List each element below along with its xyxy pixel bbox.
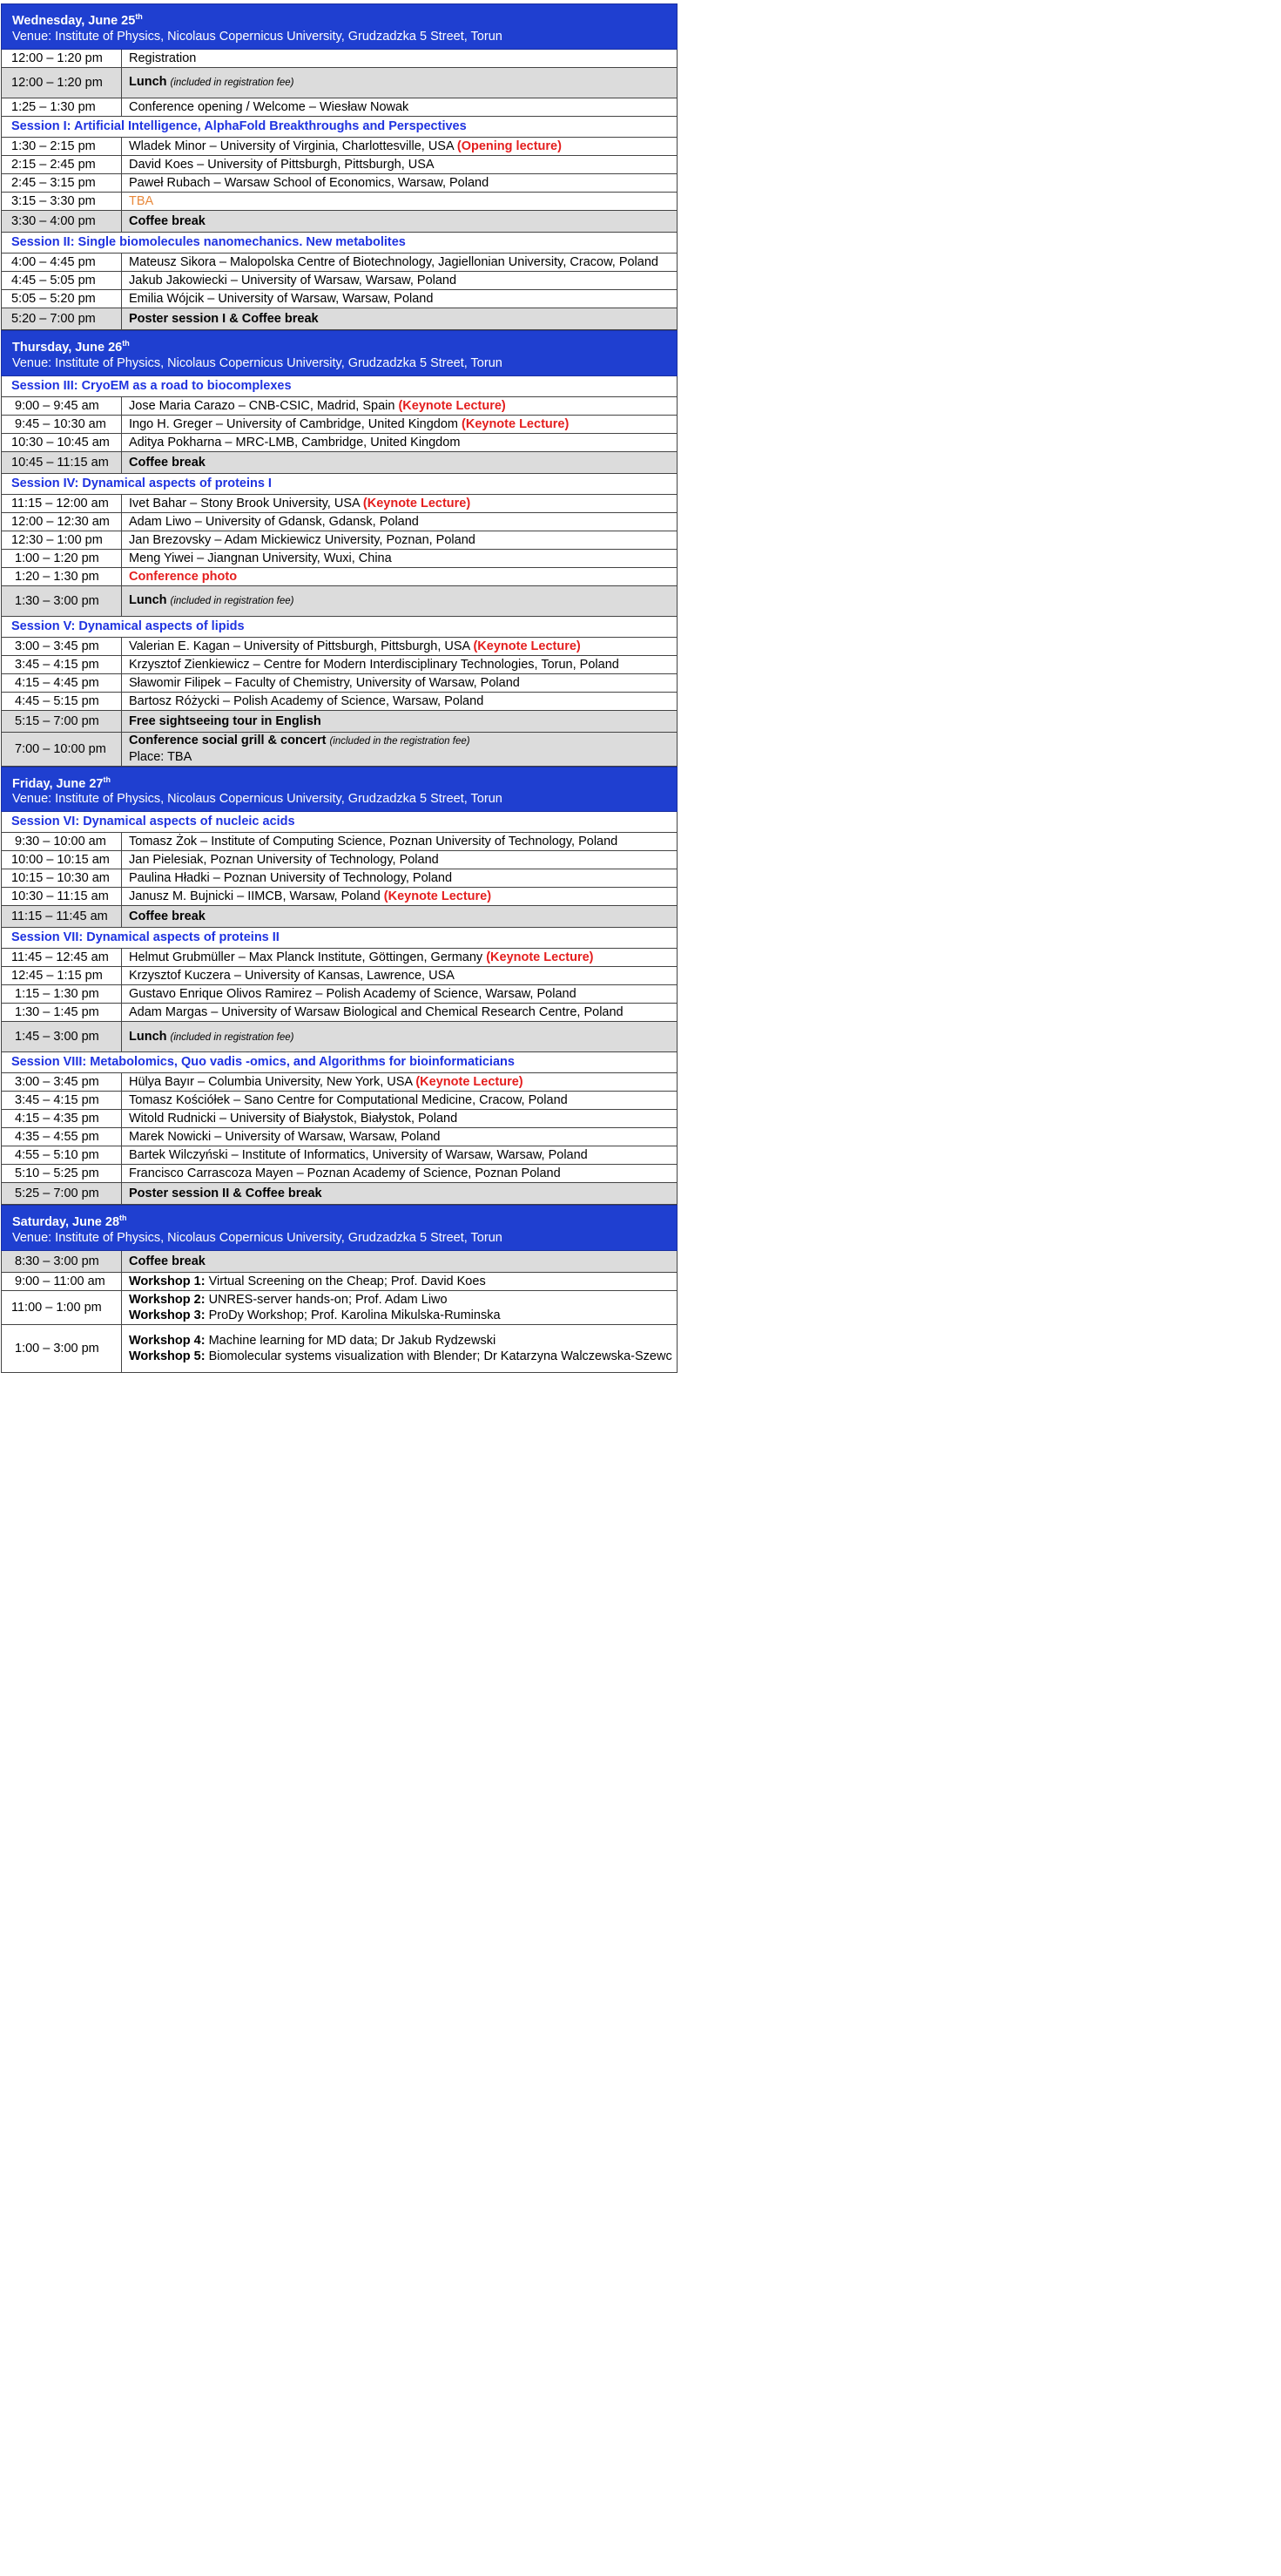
- time-cell: 5:05 – 5:20 pm: [2, 290, 122, 308]
- description-line: [129, 398, 677, 414]
- time-cell: 3:45 – 4:15 pm: [2, 1092, 122, 1109]
- description-line: [129, 675, 677, 691]
- speaker-text: Marek Nowicki – University of Warsaw, Warsaw, Poland: [129, 1130, 441, 1145]
- workshop-text: Machine learning for MD data; Dr Jakub Rydzewski: [205, 1334, 496, 1349]
- description-cell: [122, 513, 677, 531]
- schedule-row: [1, 495, 678, 513]
- schedule-row: [1, 733, 678, 767]
- time-cell: 12:00 – 1:20 pm: [2, 68, 122, 98]
- schedule-row: [1, 906, 678, 928]
- description-cell: [122, 1165, 677, 1182]
- time-cell: 4:15 – 4:35 pm: [2, 1110, 122, 1127]
- fee-note: (included in registration fee): [170, 1031, 294, 1043]
- description-line: [129, 592, 677, 609]
- description-line: [129, 435, 677, 450]
- venue-line: Venue: Institute of Physics, Nicolaus Copernicus University, Grudzadzka 5 Street, Torun: [12, 792, 502, 807]
- day-title: [12, 1210, 668, 1230]
- day-title: [12, 772, 668, 792]
- day-title-suffix: th: [119, 1214, 127, 1223]
- time-cell: 5:25 – 7:00 pm: [2, 1183, 122, 1204]
- time-cell: 5:10 – 5:25 pm: [2, 1165, 122, 1182]
- speaker-text: Paweł Rubach – Warsaw School of Economics, Warsaw, Poland: [129, 175, 489, 190]
- time-cell: 3:00 – 3:45 pm: [2, 1073, 122, 1091]
- description-line: [129, 968, 677, 984]
- description-cell: [122, 1251, 677, 1272]
- speaker-text: Tomasz Żok – Institute of Computing Science, Poznan University of Technology, Poland: [129, 835, 618, 849]
- workshop-text: ProDy Workshop; Prof. Karolina Mikulska-Ruminska: [205, 1308, 501, 1323]
- time-cell: 1:00 – 3:00 pm: [2, 1325, 122, 1372]
- event-title: Free sightseeing tour in English: [129, 713, 321, 728]
- time-cell: 1:30 – 3:00 pm: [2, 586, 122, 616]
- speaker-text: Mateusz Sikora – Malopolska Centre of Biotechnology, Jagiellonian University, Cracow, Poland: [129, 254, 658, 269]
- session-header: Session VII: Dynamical aspects of proteins II: [1, 928, 678, 949]
- description-line: [129, 496, 677, 511]
- workshop-label: Workshop 3:: [129, 1308, 206, 1323]
- description-cell: [122, 211, 677, 232]
- venue-line: Venue: Institute of Physics, Nicolaus Copernicus University, Grudzadzka 5 Street, Torun: [12, 355, 502, 370]
- speaker-text: Valerian E. Kagan – University of Pittsburgh, Pittsburgh, USA: [129, 639, 470, 653]
- description-line: [129, 870, 677, 886]
- description-cell: [122, 949, 677, 966]
- schedule-row: [1, 888, 678, 906]
- workshop-label: Workshop 1:: [129, 1274, 206, 1289]
- schedule-row: [1, 397, 678, 416]
- description-line: [129, 455, 677, 470]
- time-cell: 9:45 – 10:30 am: [2, 416, 122, 433]
- schedule-row: [1, 638, 678, 656]
- schedule-row: [1, 550, 678, 568]
- description-cell: [122, 851, 677, 869]
- time-cell: 5:15 – 7:00 pm: [2, 711, 122, 732]
- description-cell: [122, 531, 677, 549]
- lecture-tag: (Keynote Lecture): [486, 950, 594, 965]
- description-line: [129, 1092, 677, 1108]
- description-line: [129, 693, 677, 709]
- workshop-line: [129, 1274, 677, 1289]
- schedule-row: [1, 1251, 678, 1273]
- description-cell: [122, 495, 677, 512]
- description-cell: [122, 1110, 677, 1127]
- schedule-row: [1, 1073, 678, 1092]
- description-line: [129, 733, 677, 749]
- time-cell: 4:55 – 5:10 pm: [2, 1146, 122, 1164]
- description-cell: [122, 290, 677, 308]
- description-line: [129, 986, 677, 1002]
- description-cell: [122, 138, 677, 155]
- description-line: [129, 1074, 677, 1090]
- event-title: Lunch: [129, 1029, 167, 1044]
- time-cell: 9:00 – 9:45 am: [2, 397, 122, 415]
- time-cell: 9:30 – 10:00 am: [2, 833, 122, 850]
- description-cell: [122, 434, 677, 451]
- schedule-row: [1, 1146, 678, 1165]
- description-cell: [122, 638, 677, 655]
- description-line: [129, 834, 677, 849]
- event-title: Lunch: [129, 75, 167, 90]
- schedule-row: [1, 833, 678, 851]
- description-cell: [122, 397, 677, 415]
- day-header: [1, 1205, 678, 1251]
- schedule-row: [1, 967, 678, 985]
- day-header: [1, 330, 678, 376]
- highlight-text: Conference photo: [129, 569, 238, 584]
- fee-note: (included in registration fee): [170, 596, 294, 607]
- description-line: [129, 193, 677, 209]
- speaker-text: Jan Brezovsky – Adam Mickiewicz University, Poznan, Poland: [129, 532, 475, 547]
- speaker-text: Ingo H. Greger – University of Cambridge, United Kingdom: [129, 416, 458, 431]
- time-cell: 12:00 – 1:20 pm: [2, 50, 122, 67]
- speaker-text: Hülya Bayır – Columbia University, New York, USA: [129, 1075, 413, 1090]
- fee-note: (included in the registration fee): [329, 736, 470, 747]
- description-line: [129, 950, 677, 965]
- speaker-text: Adam Liwo – University of Gdansk, Gdansk, Poland: [129, 514, 419, 529]
- speaker-text: Sławomir Filipek – Faculty of Chemistry, University of Warsaw, Poland: [129, 675, 520, 690]
- speaker-text: Jan Pielesiak, Poznan University of Technology, Poland: [129, 853, 439, 868]
- time-cell: 4:15 – 4:45 pm: [2, 674, 122, 692]
- description-line: [129, 569, 677, 585]
- day-title: [12, 335, 668, 355]
- description-line: [129, 273, 677, 288]
- speaker-text: Bartosz Różycki – Polish Academy of Science, Warsaw, Poland: [129, 693, 484, 708]
- time-cell: 10:45 – 11:15 am: [2, 452, 122, 473]
- schedule-row: [1, 416, 678, 434]
- time-cell: 2:15 – 2:45 pm: [2, 156, 122, 173]
- workshop-label: Workshop 4:: [129, 1334, 206, 1349]
- speaker-text: Bartek Wilczyński – Institute of Informatics, University of Warsaw, Warsaw, Poland: [129, 1148, 588, 1163]
- schedule-row: [1, 1273, 678, 1291]
- time-cell: 11:15 – 12:00 am: [2, 495, 122, 512]
- workshop-line: [129, 1292, 677, 1308]
- session-header: Session VIII: Metabolomics, Quo vadis -omics, and Algorithms for bioinformaticians: [1, 1052, 678, 1073]
- event-title: Coffee break: [129, 909, 206, 924]
- description-cell: [122, 174, 677, 192]
- description-cell: [122, 967, 677, 984]
- description-cell: [122, 452, 677, 473]
- schedule-row: [1, 1092, 678, 1110]
- lecture-tag: (Keynote Lecture): [362, 496, 471, 510]
- lecture-tag: (Keynote Lecture): [383, 889, 492, 904]
- speaker-text: Jakub Jakowiecki – University of Warsaw, Warsaw, Poland: [129, 273, 457, 287]
- schedule-row: [1, 1183, 678, 1205]
- schedule-row: [1, 1325, 678, 1373]
- venue-line: Venue: Institute of Physics, Nicolaus Copernicus University, Grudzadzka 5 Street, Torun: [12, 1231, 502, 1246]
- description-line: [129, 1147, 677, 1163]
- description-line: [129, 532, 677, 548]
- schedule-row: [1, 1165, 678, 1183]
- description-line: [129, 1166, 677, 1181]
- description-line: [129, 139, 677, 154]
- description-cell: [122, 985, 677, 1003]
- description-line: [129, 157, 677, 172]
- time-cell: 7:00 – 10:00 pm: [2, 733, 122, 766]
- speaker-text: Emilia Wójcik – University of Warsaw, Warsaw, Poland: [129, 291, 434, 306]
- time-cell: 1:20 – 1:30 pm: [2, 568, 122, 585]
- speaker-text: Wladek Minor – University of Virginia, Charlottesville, USA: [129, 139, 454, 153]
- speaker-text: Krzysztof Kuczera – University of Kansas, Lawrence, USA: [129, 969, 455, 984]
- time-cell: 11:00 – 1:00 pm: [2, 1291, 122, 1324]
- description-cell: [122, 1128, 677, 1146]
- schedule-row: [1, 711, 678, 733]
- session-header: Session V: Dynamical aspects of lipids: [1, 617, 678, 638]
- venue-line: Venue: Institute of Physics, Nicolaus Copernicus University, Grudzadzka 5 Street, Torun: [12, 29, 502, 44]
- time-cell: 1:30 – 2:15 pm: [2, 138, 122, 155]
- description-cell: [122, 193, 677, 210]
- description-cell: [122, 50, 677, 67]
- description-line: [129, 1111, 677, 1126]
- schedule-row: [1, 290, 678, 308]
- schedule-row: [1, 98, 678, 117]
- time-cell: 1:00 – 1:20 pm: [2, 550, 122, 567]
- workshop-label: Workshop 2:: [129, 1293, 206, 1308]
- time-cell: 4:00 – 4:45 pm: [2, 254, 122, 271]
- description-cell: [122, 308, 677, 329]
- description-cell: [122, 1092, 677, 1109]
- lecture-tag: (Keynote Lecture): [398, 398, 506, 413]
- schedule-row: [1, 693, 678, 711]
- description-line: [129, 551, 677, 566]
- description-cell: [122, 906, 677, 927]
- description-line: [129, 99, 677, 115]
- event-title: Coffee break: [129, 455, 206, 470]
- workshop-line: [129, 1333, 677, 1349]
- session-header: Session VI: Dynamical aspects of nucleic acids: [1, 812, 678, 833]
- session-header: Session III: CryoEM as a road to biocomplexes: [1, 376, 678, 397]
- time-cell: 9:00 – 11:00 am: [2, 1273, 122, 1290]
- description-line: [129, 852, 677, 868]
- description-cell: [122, 888, 677, 905]
- workshop-line: [129, 1349, 677, 1364]
- day-title-suffix: th: [135, 12, 143, 21]
- description-line: [129, 713, 677, 729]
- speaker-text: Meng Yiwei – Jiangnan University, Wuxi, China: [129, 551, 392, 565]
- schedule-row: [1, 452, 678, 474]
- schedule-row: [1, 211, 678, 233]
- time-cell: 2:45 – 3:15 pm: [2, 174, 122, 192]
- schedule-row: [1, 272, 678, 290]
- speaker-text: Janusz M. Bujnicki – IIMCB, Warsaw, Poland: [129, 889, 381, 904]
- description-cell: [122, 1146, 677, 1164]
- workshop-text: Virtual Screening on the Cheap; Prof. David Koes: [205, 1274, 486, 1289]
- event-title: Coffee break: [129, 1254, 206, 1269]
- description-cell: [122, 833, 677, 850]
- schedule-row: [1, 1291, 678, 1325]
- time-cell: 12:30 – 1:00 pm: [2, 531, 122, 549]
- schedule-row: [1, 1004, 678, 1022]
- description-cell: [122, 1073, 677, 1091]
- schedule-row: [1, 254, 678, 272]
- day-title-text: Friday, June 27: [12, 776, 104, 791]
- event-title: Lunch: [129, 593, 167, 608]
- description-cell: [122, 656, 677, 673]
- schedule-row: [1, 531, 678, 550]
- description-line: [129, 889, 677, 904]
- workshop-text: Biomolecular systems visualization with Blender; Dr Katarzyna Walczewska-Szewc: [205, 1349, 672, 1364]
- workshop-line: [129, 1308, 677, 1323]
- description-cell: [122, 674, 677, 692]
- schedule-row: [1, 1022, 678, 1052]
- description-cell: [122, 550, 677, 567]
- time-cell: 12:45 – 1:15 pm: [2, 967, 122, 984]
- speaker-text: Aditya Pokharna – MRC-LMB, Cambridge, United Kingdom: [129, 435, 461, 450]
- description-line: [129, 639, 677, 654]
- schedule-row: [1, 949, 678, 967]
- session-header: Session II: Single biomolecules nanomechanics. New metabolites: [1, 233, 678, 254]
- schedule-row: [1, 568, 678, 586]
- description-cell: [122, 711, 677, 732]
- time-cell: 1:45 – 3:00 pm: [2, 1022, 122, 1051]
- description-line: [129, 74, 677, 91]
- description-cell: [122, 586, 677, 616]
- time-cell: 4:45 – 5:05 pm: [2, 272, 122, 289]
- time-cell: 8:30 – 3:00 pm: [2, 1251, 122, 1272]
- description-line: [129, 311, 677, 327]
- conference-schedule: [1, 3, 678, 1373]
- speaker-text: Paulina Hładki – Poznan University of Technology, Poland: [129, 871, 453, 886]
- event-title: Poster session I & Coffee break: [129, 311, 319, 326]
- schedule-row: [1, 156, 678, 174]
- day-title-text: Thursday, June 26: [12, 340, 123, 355]
- time-cell: 1:30 – 1:45 pm: [2, 1004, 122, 1021]
- time-cell: 12:00 – 12:30 am: [2, 513, 122, 531]
- schedule-row: [1, 869, 678, 888]
- description-cell: [122, 1325, 677, 1372]
- day-title-text: Wednesday, June 25: [12, 13, 136, 28]
- day-header: [1, 767, 678, 813]
- schedule-row: [1, 68, 678, 98]
- tba-text: TBA: [129, 193, 154, 208]
- description-line: [129, 657, 677, 673]
- description-cell: [122, 733, 677, 766]
- time-cell: 3:15 – 3:30 pm: [2, 193, 122, 210]
- speaker-text: Gustavo Enrique Olivos Ramirez – Polish Academy of Science, Warsaw, Poland: [129, 987, 576, 1002]
- schedule-row: [1, 193, 678, 211]
- description-cell: [122, 254, 677, 271]
- description-line: [129, 416, 677, 432]
- description-cell: [122, 693, 677, 710]
- description-cell: [122, 272, 677, 289]
- day-title-text: Saturday, June 28: [12, 1215, 120, 1230]
- description-line: [129, 1254, 677, 1269]
- event-title: Coffee break: [129, 213, 206, 228]
- description-cell: [122, 98, 677, 116]
- day-title: [12, 9, 668, 29]
- speaker-text: Jose Maria Carazo – CNB-CSIC, Madrid, Spain: [129, 398, 395, 413]
- schedule-row: [1, 434, 678, 452]
- speaker-text: Tomasz Kościółek – Sano Centre for Computational Medicine, Cracow, Poland: [129, 1093, 568, 1108]
- day-header: [1, 3, 678, 50]
- time-cell: 3:00 – 3:45 pm: [2, 638, 122, 655]
- time-cell: 11:45 – 12:45 am: [2, 949, 122, 966]
- description-line: [129, 514, 677, 530]
- description-cell: [122, 1022, 677, 1051]
- description-cell: [122, 1183, 677, 1204]
- time-cell: 5:20 – 7:00 pm: [2, 308, 122, 329]
- description-cell: [122, 68, 677, 98]
- time-cell: 4:35 – 4:55 pm: [2, 1128, 122, 1146]
- fee-note: (included in registration fee): [170, 78, 294, 89]
- speaker-text: Conference opening / Welcome – Wiesław Nowak: [129, 99, 409, 114]
- time-cell: 11:15 – 11:45 am: [2, 906, 122, 927]
- session-header: Session IV: Dynamical aspects of proteins I: [1, 474, 678, 495]
- description-line: [129, 51, 677, 66]
- schedule-row: [1, 656, 678, 674]
- speaker-text: Adam Margas – University of Warsaw Biological and Chemical Research Centre, Poland: [129, 1005, 624, 1020]
- lecture-tag: (Keynote Lecture): [415, 1075, 523, 1090]
- workshop-label: Workshop 5:: [129, 1349, 206, 1364]
- day-title-suffix: th: [103, 774, 111, 784]
- time-cell: 10:00 – 10:15 am: [2, 851, 122, 869]
- workshop-text: UNRES-server hands-on; Prof. Adam Liwo: [205, 1293, 448, 1308]
- description-line: [129, 213, 677, 229]
- schedule-row: [1, 513, 678, 531]
- description-line: [129, 1004, 677, 1020]
- time-cell: 3:45 – 4:15 pm: [2, 656, 122, 673]
- schedule-row: [1, 308, 678, 330]
- description-line: [129, 254, 677, 270]
- lecture-tag: (Keynote Lecture): [462, 416, 570, 431]
- schedule-row: [1, 586, 678, 617]
- speaker-text: Francisco Carrascoza Mayen – Poznan Academy of Science, Poznan Poland: [129, 1166, 561, 1181]
- description-line: [129, 1186, 677, 1201]
- speaker-text: Ivet Bahar – Stony Brook University, USA: [129, 496, 360, 510]
- place-line: Place: TBA: [129, 750, 192, 765]
- time-cell: 10:30 – 11:15 am: [2, 888, 122, 905]
- time-cell: 1:15 – 1:30 pm: [2, 985, 122, 1003]
- speaker-text: Helmut Grubmüller – Max Planck Institute, Göttingen, Germany: [129, 950, 483, 965]
- day-title-suffix: th: [122, 338, 130, 348]
- description-cell: [122, 416, 677, 433]
- schedule-row: [1, 985, 678, 1004]
- schedule-row: [1, 174, 678, 193]
- speaker-text: Krzysztof Zienkiewicz – Centre for Modern Interdisciplinary Technologies, Torun, Poland: [129, 657, 619, 672]
- description-cell: [122, 156, 677, 173]
- description-line: [129, 291, 677, 307]
- speaker-text: Witold Rudnicki – University of Białystok, Białystok, Poland: [129, 1112, 458, 1126]
- description-cell: [122, 1273, 677, 1290]
- description-cell: [122, 1004, 677, 1021]
- description-line: [129, 175, 677, 191]
- schedule-row: [1, 1110, 678, 1128]
- schedule-row: [1, 1128, 678, 1146]
- speaker-text: Registration: [129, 51, 197, 65]
- description-cell: [122, 1291, 677, 1324]
- description-cell: [122, 869, 677, 887]
- schedule-row: [1, 674, 678, 693]
- time-cell: 4:45 – 5:15 pm: [2, 693, 122, 710]
- schedule-row: [1, 851, 678, 869]
- description-line: [129, 1129, 677, 1145]
- time-cell: 10:15 – 10:30 am: [2, 869, 122, 887]
- schedule-row: [1, 50, 678, 68]
- speaker-text: David Koes – University of Pittsburgh, Pittsburgh, USA: [129, 157, 435, 172]
- description-line: [129, 1029, 677, 1045]
- time-cell: 3:30 – 4:00 pm: [2, 211, 122, 232]
- lecture-tag: (Keynote Lecture): [473, 639, 581, 653]
- description-cell: [122, 568, 677, 585]
- event-title: Poster session II & Coffee break: [129, 1187, 322, 1201]
- event-title: Conference social grill & concert: [129, 734, 327, 748]
- description-line: [129, 909, 677, 924]
- session-header: Session I: Artificial Intelligence, AlphaFold Breakthroughs and Perspectives: [1, 117, 678, 138]
- time-cell: 1:25 – 1:30 pm: [2, 98, 122, 116]
- lecture-tag: (Opening lecture): [456, 139, 562, 153]
- time-cell: 10:30 – 10:45 am: [2, 434, 122, 451]
- schedule-row: [1, 138, 678, 156]
